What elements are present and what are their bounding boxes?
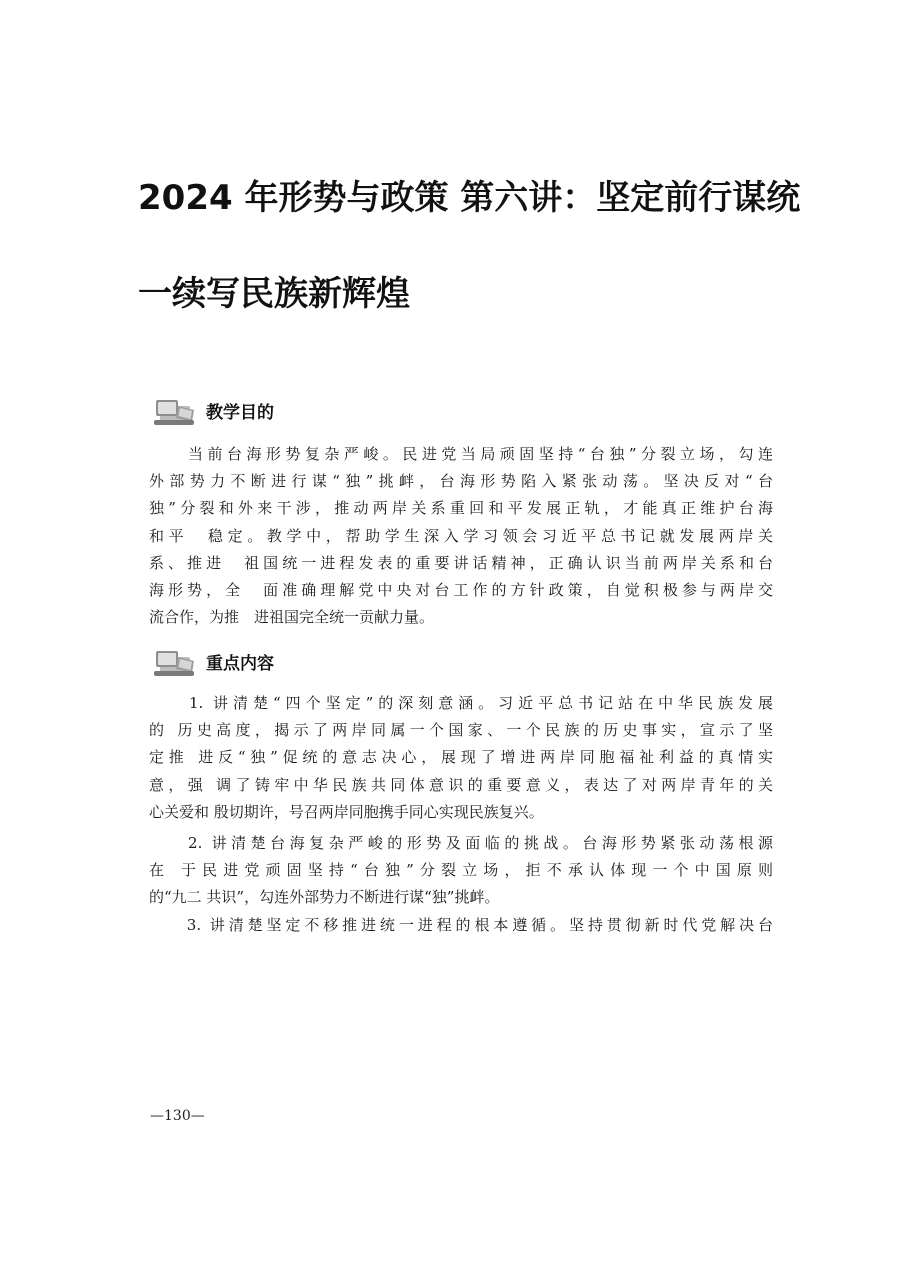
text-line: 定推 进反“独”促统的意志决心，展现了增进两岸同胞福祉利益的真情实 <box>149 748 773 767</box>
text-line: 流合作，为推 进祖国完全统一贡献力量。 <box>149 608 435 627</box>
section-title: 重点内容 <box>206 654 274 674</box>
text-line: 和平 稳定。教学中，帮助学生深入学习领会习近平总书记就发展两岸关 <box>149 526 773 545</box>
paragraph <box>149 830 773 912</box>
section-title: 教学目的 <box>206 403 274 423</box>
text-line: 意，强 调了铸牢中华民族共同体意识的重要意义，表达了对两岸青年的关 <box>149 775 773 794</box>
page-number: —130— <box>150 1108 205 1124</box>
text-line: 的“九二 共识”，勾连外部势力不断进行谋“独”挑衅。 <box>149 888 500 907</box>
text-line: 独”分裂和外来干涉，推动两岸关系重回和平发展正轨，才能真正维护台海 <box>149 499 773 518</box>
text-line: 海形势，全 面准确理解党中央对台工作的方针政策，自觉积极参与两岸交 <box>149 580 773 599</box>
text-line: 当前台海形势复杂严峻。民进党当局顽固坚持“台独”分裂立场，勾连 <box>149 445 773 463</box>
text-line: 系、推进 祖国统一进程发表的重要讲话精神，正确认识当前两岸关系和台 <box>149 553 773 572</box>
book-stack-icon <box>152 643 202 683</box>
text-line: 2. 讲清楚台海复杂严峻的形势及面临的挑战。台海形势紧张动荡根源 <box>149 834 773 852</box>
section-heading-key-content <box>152 643 452 683</box>
book-stack-icon <box>152 392 202 432</box>
text-line: 的 历史高度，揭示了两岸同属一个国家、一个民族的历史事实，宣示了坚 <box>149 721 773 740</box>
document-title-line-1: 2024 年形势与政策 第六讲：坚定前行谋统 <box>138 178 801 218</box>
text-line: 在 于民进党顽固坚持“台独”分裂立场，拒不承认体现一个中国原则 <box>149 861 773 880</box>
text-line: 1. 讲清楚“四个坚定”的深刻意涵。习近平总书记站在中华民族发展 <box>149 694 773 712</box>
paragraph <box>149 441 773 631</box>
text-line: 3. 讲清楚坚定不移推进统一进程的根本遵循。坚持贯彻新时代党解决台 <box>149 916 773 934</box>
section-heading-teaching-goals <box>152 392 452 432</box>
paragraph <box>149 690 773 826</box>
text-line: 外部势力不断进行谋“独”挑衅，台海形势陷入紧张动荡。坚决反对“台 <box>149 472 773 491</box>
text-line: 心关爱和 殷切期许，号召两岸同胞携手同心实现民族复兴。 <box>149 802 544 821</box>
document-title-line-2: 一续写民族新辉煌 <box>138 274 410 314</box>
paragraph <box>149 912 773 939</box>
